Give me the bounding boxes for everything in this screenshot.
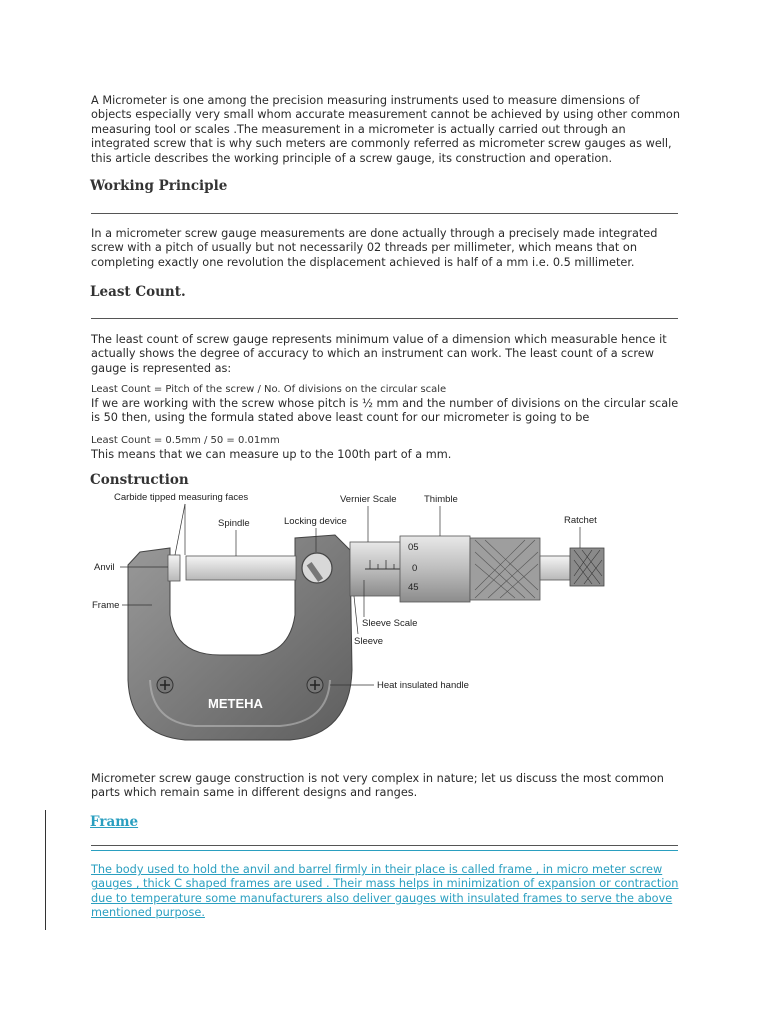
micrometer-diagram bbox=[90, 490, 650, 750]
construction-heading: Construction bbox=[90, 472, 189, 488]
least-count-example: If we are working with the screw whose pitch is ½ mm and the number of divisions on the circular scale is 50 then, using the formula stated above least count for our micrometer is going to be bbox=[91, 397, 679, 425]
least-count-result: Least Count = 0.5mm / 50 = 0.01mm bbox=[91, 435, 280, 446]
least-count-heading: Least Count. bbox=[90, 284, 186, 300]
brand-logo: METEHA bbox=[208, 696, 263, 711]
least-count-formula: Least Count = Pitch of the screw / No. Of divisions on the circular scale bbox=[91, 384, 447, 395]
label-heat-insulated-handle: Heat insulated handle bbox=[377, 680, 469, 691]
anvil bbox=[168, 555, 180, 581]
link-underline-rule bbox=[91, 850, 678, 851]
scale-number: 05 bbox=[408, 542, 419, 553]
section-divider bbox=[91, 213, 678, 214]
margin-bar bbox=[45, 810, 46, 930]
label-anvil: Anvil bbox=[94, 562, 115, 573]
scale-number: 0 bbox=[412, 563, 418, 574]
label-sleeve: Sleeve bbox=[354, 636, 384, 647]
frame-paragraph-link[interactable]: The body used to hold the anvil and barrel firmly in their place is called frame , in micro meter screw gauges , thick C shaped frames are used . Their mass helps in minimization of expansion or contraction due to temperature some manufacturers also deliver gauges with insulated frames to serve the above mentioned purpose. bbox=[91, 863, 679, 920]
construction-paragraph: Micrometer screw gauge construction is not very complex in nature; let us discuss the most common parts which remain same in different designs and ranges. bbox=[91, 772, 664, 800]
label-ratchet: Ratchet bbox=[564, 515, 597, 526]
scale-number: 45 bbox=[408, 582, 419, 593]
least-count-conclusion: This means that we can measure up to the 100th part of a mm. bbox=[91, 448, 452, 461]
working-principle-heading: Working Principle bbox=[90, 178, 228, 194]
working-principle-paragraph: In a micrometer screw gauge measurements are done actually through a precisely made integrated screw with a pitch of usually but not necessarily 02 threads per millimeter, which means that on completing exactly one revolution the displacement achieved is half of a mm i.e. 0.5 millimeter. bbox=[91, 227, 658, 269]
label-vernier-scale: Vernier Scale bbox=[340, 494, 397, 505]
section-divider bbox=[91, 318, 678, 319]
label-spindle: Spindle bbox=[218, 518, 250, 529]
label-sleeve-scale: Sleeve Scale bbox=[362, 618, 418, 629]
intro-paragraph: A Micrometer is one among the precision measuring instruments used to measure dimensions of objects especially very small whom accurate measurement cannot be achieved by using other common measuring tool or scales .The measurement in a micrometer is actually carried out through an integrated screw that is why such meters are commonly referred as micrometer screw gauges as well, this article describes the working principle of a screw gauge, its construction and operation. bbox=[91, 94, 680, 165]
frame-heading-link[interactable]: Frame bbox=[90, 814, 139, 830]
section-divider bbox=[91, 845, 678, 846]
label-thimble: Thimble bbox=[424, 494, 458, 505]
label-carbide: Carbide tipped measuring faces bbox=[114, 492, 249, 503]
label-locking-device: Locking device bbox=[284, 516, 347, 527]
spindle bbox=[186, 556, 296, 580]
least-count-paragraph: The least count of screw gauge represents minimum value of a dimension which measurable hence it actually shows the degree of accuracy to which an instrument can work. The least count of a screw gauge is represented as: bbox=[91, 333, 667, 375]
label-frame: Frame bbox=[92, 600, 120, 611]
